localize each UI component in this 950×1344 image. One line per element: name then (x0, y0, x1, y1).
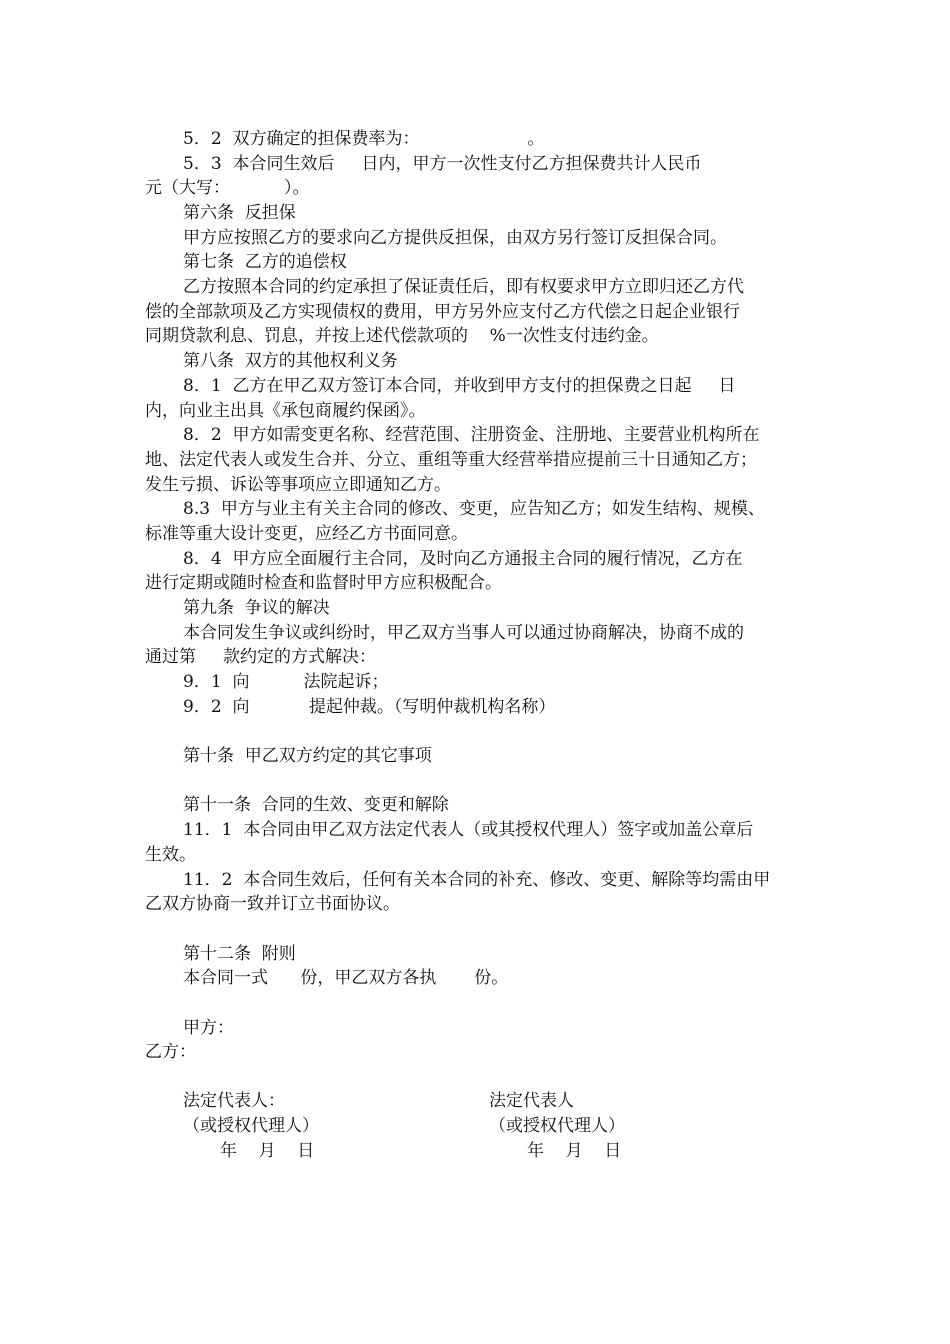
article-7-text-cont: 偿的全部款项及乙方实现债权的费用，甲方另外应支付乙方代偿之日起企业银行 (145, 302, 740, 322)
clause-5-3-cont: 元（大写： ）。 (145, 178, 310, 198)
party-b-label: 乙方： (145, 1042, 196, 1062)
left-legal-rep-label: 法定代表人： (183, 1091, 285, 1111)
right-authorized-agent-label: （或授权代理人） (489, 1116, 625, 1136)
article-7-heading: 第七条 乙方的追偿权 (183, 252, 347, 272)
clause-11-2: 11．2 本合同生效后，任何有关本合同的补充、修改、变更、解除等均需由甲 (183, 870, 771, 890)
right-legal-rep-label: 法定代表人 (489, 1091, 574, 1111)
article-11-heading: 第十一条 合同的生效、变更和解除 (183, 795, 449, 815)
article-7-text-cont: 同期贷款利息、罚息，并按上述代偿款项的 %一次性支付违约金。 (145, 326, 659, 346)
clause-11-1-cont: 生效。 (145, 845, 196, 865)
clause-8-2-cont: 地、法定代表人或发生合并、分立、重组等重大经营举措应提前三十日通知乙方； (145, 450, 757, 470)
left-authorized-agent-label: （或授权代理人） (183, 1116, 319, 1136)
clause-8-1-cont: 内，向业主出具《承包商履约保函》。 (145, 401, 426, 421)
article-6-heading: 第六条 反担保 (183, 203, 296, 223)
clause-8-4: 8．4 甲方应全面履行主合同，及时向乙方通报主合同的履行情况，乙方在 (183, 549, 743, 569)
clause-9-1: 9．1 向 法院起诉； (183, 672, 389, 692)
clause-5-3: 5．3 本合同生效后 日内，甲方一次性支付乙方担保费共计人民币 (183, 154, 702, 174)
article-12-heading: 第十二条 附则 (183, 944, 296, 964)
clause-5-2: 5．2 双方确定的担保费率为： 。 (183, 129, 545, 149)
article-9-text-cont: 通过第 款约定的方式解决： (145, 647, 377, 667)
clause-11-2-cont: 乙双方协商一致并订立书面协议。 (145, 894, 400, 914)
clause-9-2: 9．2 向 提起仲裁。（写明仲裁机构名称） (183, 697, 556, 717)
clause-8-2: 8．2 甲方如需变更名称、经营范围、注册资金、注册地、主要营业机构所在 (183, 425, 760, 445)
article-10-heading: 第十条 甲乙双方约定的其它事项 (183, 746, 432, 766)
article-6-text: 甲方应按照乙方的要求向乙方提供反担保，由双方另行签订反担保合同。 (183, 228, 727, 248)
clause-8-4-cont: 进行定期或随时检查和监督时甲方应积极配合。 (145, 573, 502, 593)
article-12-text: 本合同一式 份，甲乙双方各执 份。 (183, 968, 509, 988)
clause-11-1: 11．1 本合同由甲乙双方法定代表人（或其授权代理人）签字或加盖公章后 (183, 820, 754, 840)
clause-8-3-cont: 标准等重大设计变更，应经乙方书面同意。 (145, 524, 468, 544)
article-8-heading: 第八条 双方的其他权利义务 (183, 351, 398, 371)
article-9-text: 本合同发生争议或纠纷时，甲乙双方当事人可以通过协商解决，协商不成的 (183, 623, 744, 643)
article-9-heading: 第九条 争议的解决 (183, 598, 330, 618)
right-date-line: 年 月 日 (527, 1141, 622, 1161)
clause-8-3: 8.3 甲方与业主有关主合同的修改、变更，应告知乙方；如发生结构、规模、 (183, 499, 765, 519)
clause-8-1: 8．1 乙方在甲乙双方签订本合同，并收到甲方支付的担保费之日起 日 (183, 376, 736, 396)
left-date-line: 年 月 日 (220, 1141, 315, 1161)
party-a-label: 甲方： (183, 1018, 234, 1038)
clause-8-2-cont: 发生亏损、诉讼等事项应立即通知乙方。 (145, 475, 451, 495)
article-7-text: 乙方按照本合同的约定承担了保证责任后，即有权要求甲方立即归还乙方代 (183, 277, 744, 297)
